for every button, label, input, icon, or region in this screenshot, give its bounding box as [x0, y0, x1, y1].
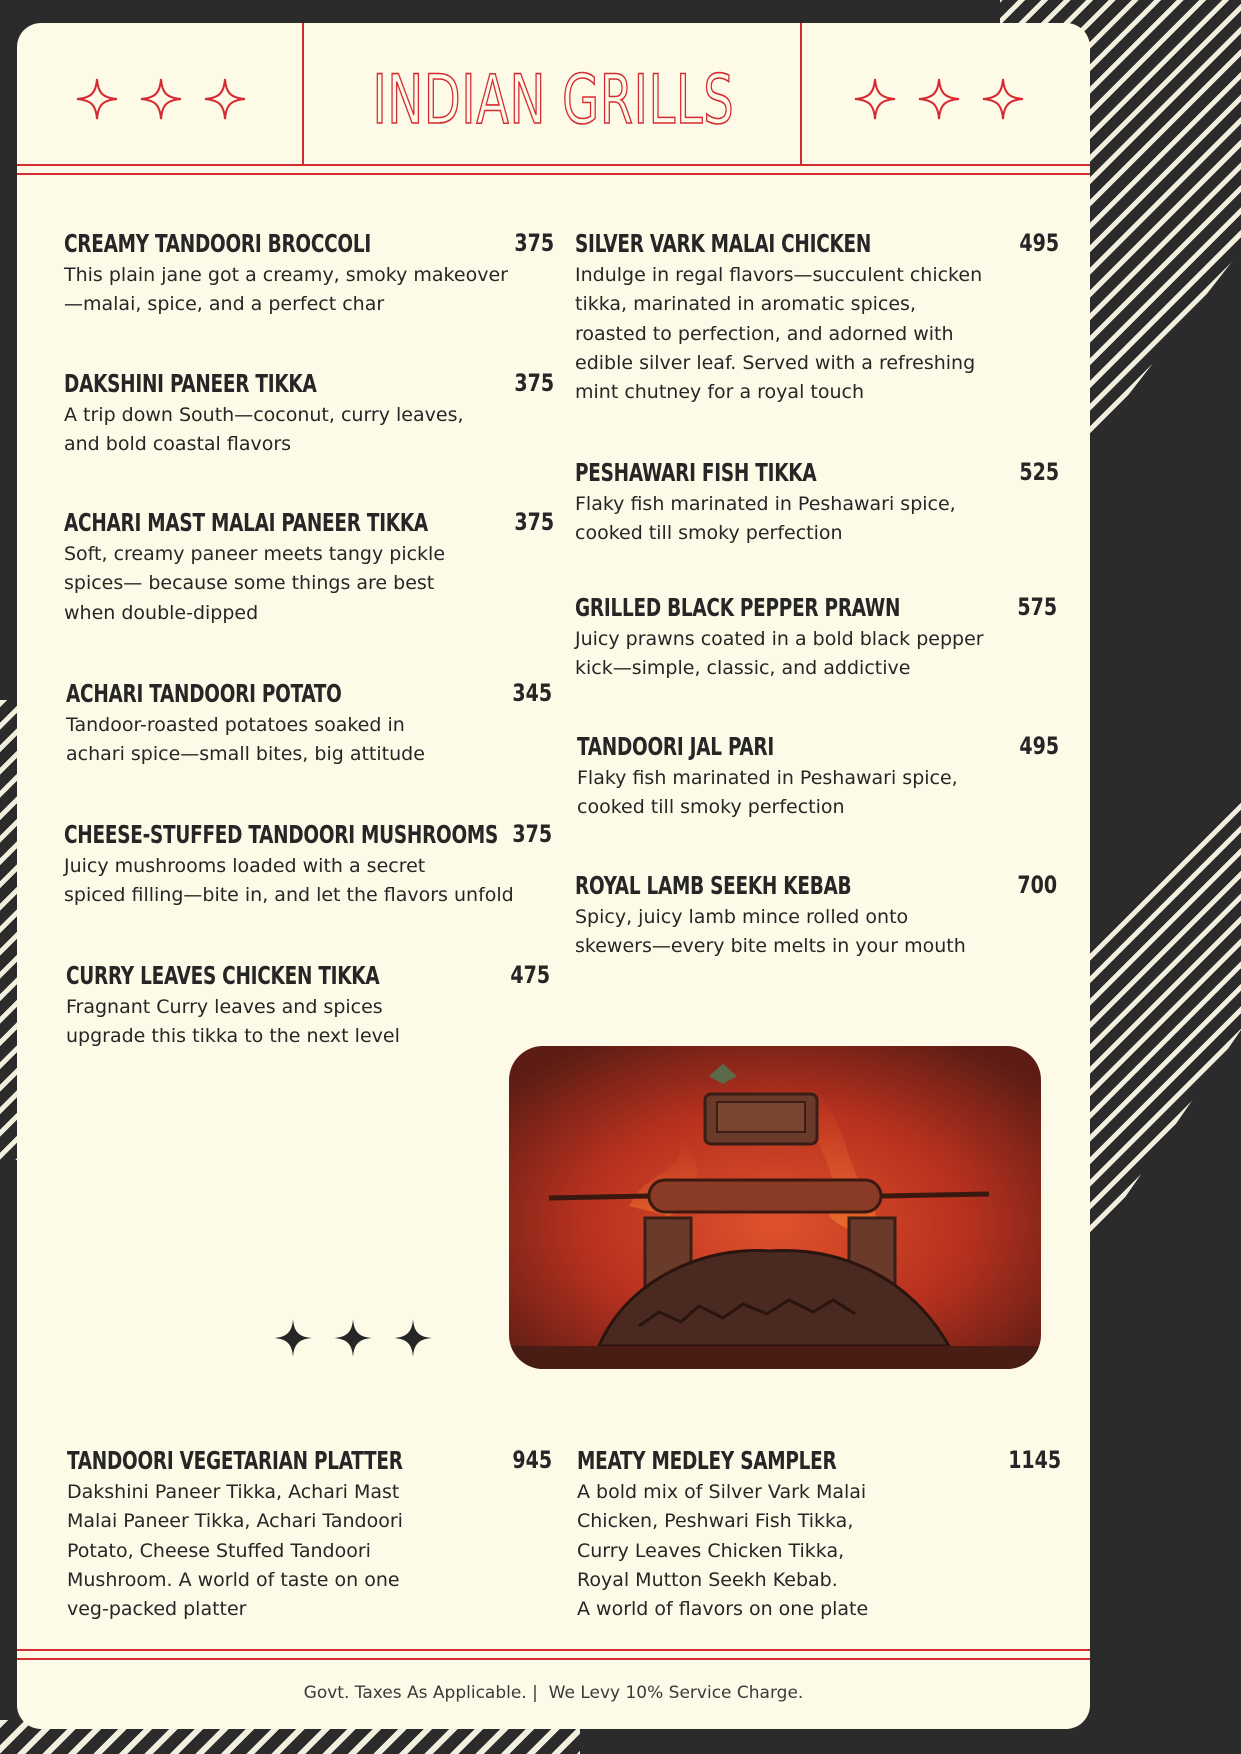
item-price: 525	[1019, 458, 1059, 486]
item-description: Soft, creamy paneer meets tangy pickle spices— because some things are best when double-dipped	[64, 543, 446, 624]
sparkle-icon	[981, 77, 1025, 121]
item-name: SILVER VARK MALAI CHICKEN	[575, 229, 872, 258]
item-description: A bold mix of Silver Vark Malai Chicken, Peshwari Fish Tikka, Curry Leaves Chicken Tikka, Royal Mutton Seekh Kebab. A world of flavors on one plate	[577, 1481, 869, 1621]
item-description: Tandoor-roasted potatoes soaked in achari spice—small bites, big attitude	[66, 714, 425, 766]
footer-sparkles	[271, 1316, 435, 1360]
item-name: TANDOORI VEGETARIAN PLATTER	[67, 1446, 403, 1475]
footer-note: Govt. Taxes As Applicable. | We Levy 10% Service Charge.	[303, 1683, 804, 1703]
item-price: 1145	[1008, 1446, 1061, 1474]
item-description: Juicy mushrooms loaded with a secret spiced filling—bite in, and let the flavors unfold	[64, 855, 514, 907]
sparkle-icon	[391, 1316, 435, 1360]
item-price: 945	[512, 1446, 552, 1474]
item-description: A trip down South—coconut, curry leaves, and bold coastal flavors	[64, 404, 464, 456]
item-description: Juicy prawns coated in a bold black pepper kick—simple, classic, and addictive	[575, 628, 984, 680]
item-price: 475	[510, 961, 550, 989]
sparkle-icon	[853, 77, 897, 121]
item-name: ACHARI TANDOORI POTATO	[66, 679, 342, 708]
tandoor-grill-illustration	[509, 1046, 1041, 1369]
footer-rule	[17, 1649, 1090, 1651]
item-name: CURRY LEAVES CHICKEN TIKKA	[66, 961, 380, 990]
sparkle-icon	[75, 77, 119, 121]
item-name: PESHAWARI FISH TIKKA	[575, 458, 817, 487]
header-rule	[17, 164, 1090, 166]
item-description: Dakshini Paneer Tikka, Achari Mast Malai Paneer Tikka, Achari Tandoori Potato, Cheese Stuffed Tandoori Mushroom. A world of taste on one veg-packed platter	[67, 1481, 403, 1621]
item-price: 345	[512, 679, 552, 707]
item-price: 575	[1017, 593, 1057, 621]
item-price: 700	[1017, 871, 1057, 899]
item-name: ACHARI MAST MALAI PANEER TIKKA	[64, 508, 428, 537]
item-description: Indulge in regal flavors—succulent chicken tikka, marinated in aromatic spices, roasted to perfection, and adorned with edible silver leaf. Served with a refreshing mint chutney for a royal touch	[575, 264, 983, 404]
header-rule	[17, 173, 1090, 175]
item-name: ROYAL LAMB SEEKH KEBAB	[575, 871, 852, 900]
item-price: 375	[514, 369, 554, 397]
sparkle-icon	[331, 1316, 375, 1360]
item-price: 495	[1019, 732, 1059, 760]
item-name: DAKSHINI PANEER TIKKA	[64, 369, 317, 398]
sparkle-icon	[917, 77, 961, 121]
item-name: CREAMY TANDOORI BROCCOLI	[64, 229, 371, 258]
item-price: 375	[512, 820, 552, 848]
item-price: 375	[514, 508, 554, 536]
footer-rule	[17, 1658, 1090, 1660]
header-sparkles-right	[853, 77, 1025, 121]
menu-header	[17, 23, 1090, 173]
item-description: Fragnant Curry leaves and spices upgrade this tikka to the next level	[66, 996, 400, 1048]
item-name: CHEESE-STUFFED TANDOORI MUSHROOMS	[64, 820, 499, 849]
item-name: MEATY MEDLEY SAMPLER	[577, 1446, 837, 1475]
page-title: INDIAN GRILLS	[372, 61, 735, 140]
item-name: GRILLED BLACK PEPPER PRAWN	[575, 593, 901, 622]
item-description: Flaky fish marinated in Peshawari spice, cooked till smoky perfection	[577, 767, 958, 819]
menu-card	[17, 23, 1090, 1729]
item-price: 495	[1019, 229, 1059, 257]
sparkle-icon	[271, 1316, 315, 1360]
item-description: Spicy, juicy lamb mince rolled onto skewers—every bite melts in your mouth	[575, 906, 966, 958]
item-description: This plain jane got a creamy, smoky makeover —malai, spice, and a perfect char	[64, 264, 508, 316]
item-name: TANDOORI JAL PARI	[577, 732, 774, 761]
item-description: Flaky fish marinated in Peshawari spice, cooked till smoky perfection	[575, 493, 956, 545]
item-price: 375	[514, 229, 554, 257]
